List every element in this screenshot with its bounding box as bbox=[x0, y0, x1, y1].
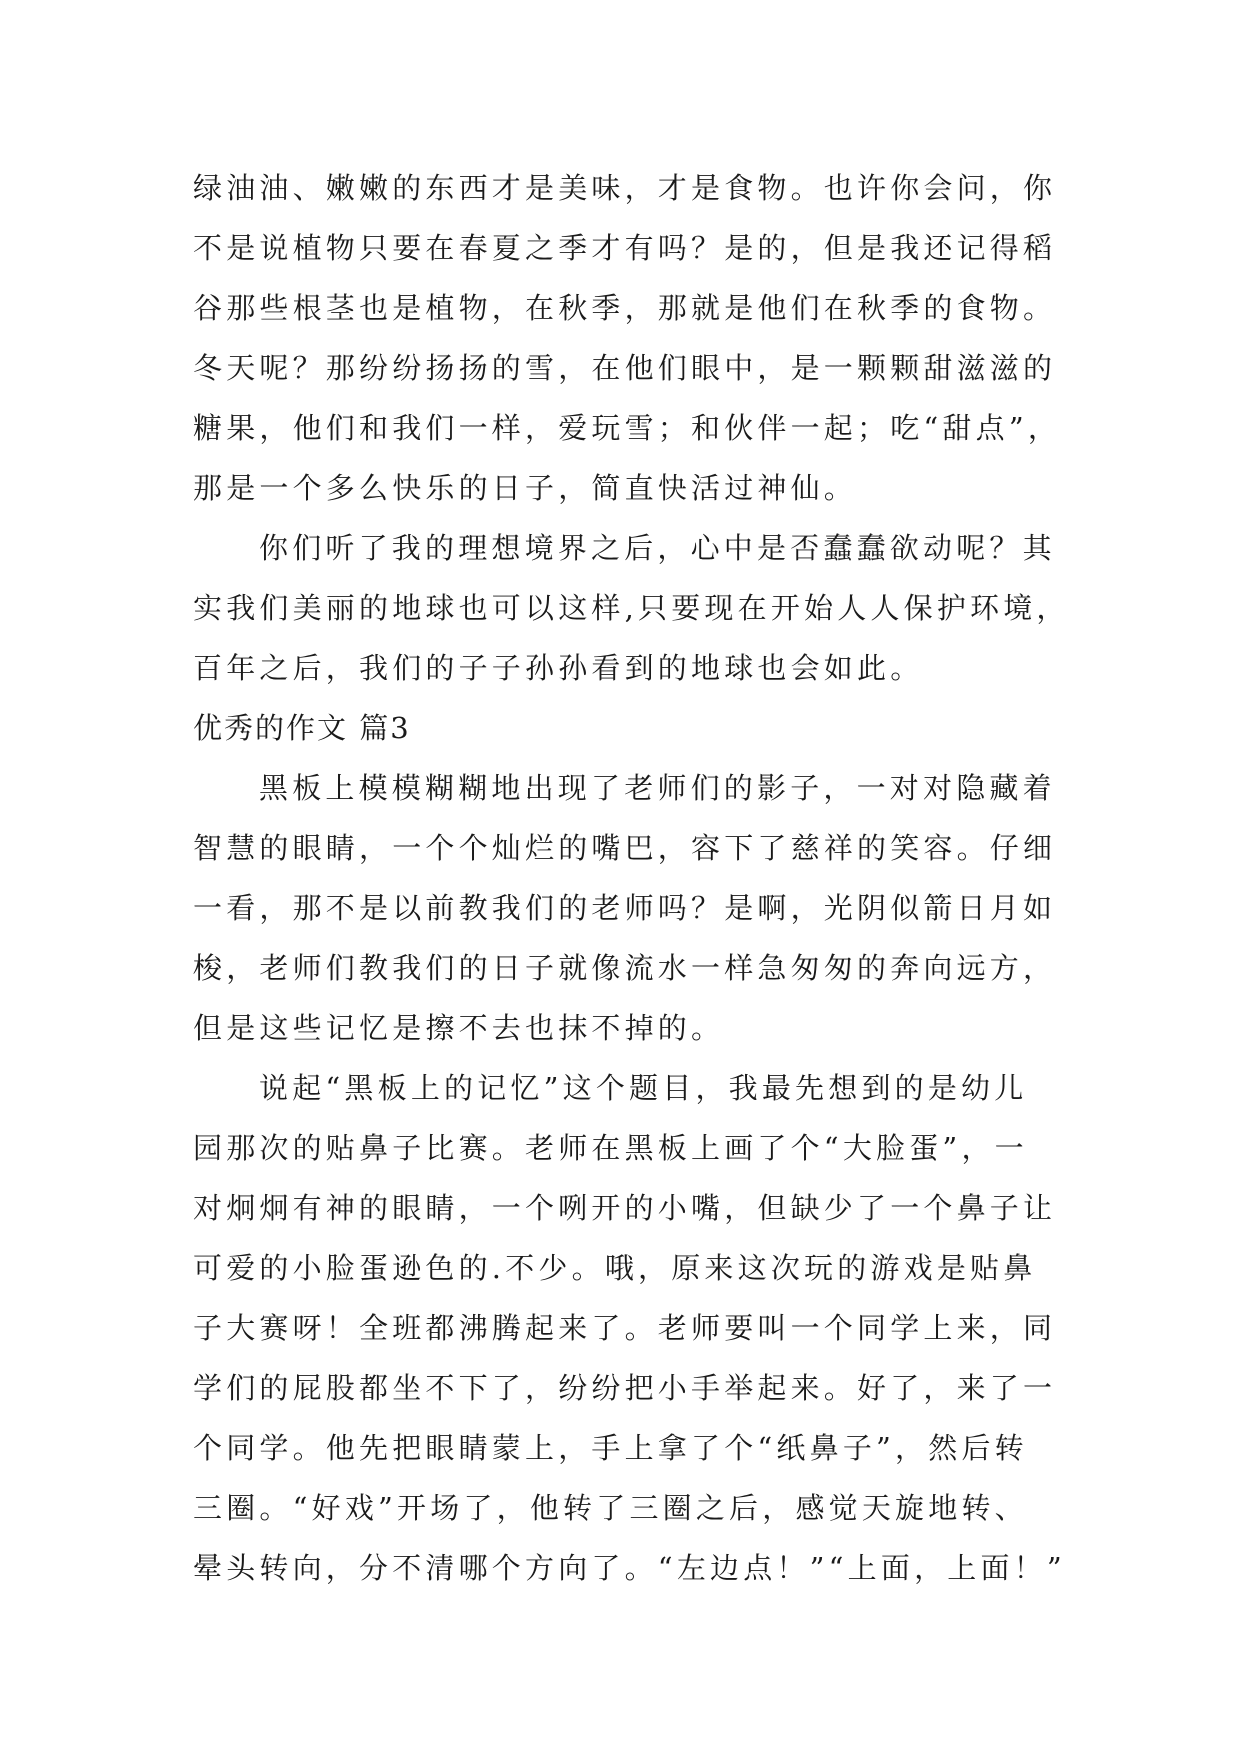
text-line: 绿油油、嫩嫩的东西才是美味，才是食物。也许你会问，你 bbox=[193, 171, 1057, 205]
section-heading: 优秀的作文 篇3 bbox=[193, 711, 411, 745]
text-line: 糖果，他们和我们一样，爱玩雪；和伙伴一起；吃“甜点”， bbox=[193, 411, 1062, 445]
text-line: 梭，老师们教我们的日子就像流水一样急匆匆的奔向远方， bbox=[193, 951, 1057, 985]
essay-text bbox=[193, 158, 1073, 1598]
text-line: 冬天呢？那纷纷扬扬的雪，在他们眼中，是一颗颗甜滋滋的 bbox=[193, 351, 1057, 385]
text-line: 对炯炯有神的眼睛，一个咧开的小嘴，但缺少了一个鼻子让 bbox=[193, 1191, 1057, 1225]
paragraph-start-line: 说起“黑板上的记忆”这个题目，我最先想到的是幼儿 bbox=[259, 1071, 1028, 1105]
text-line: 学们的屁股都坐不下了，纷纷把小手举起来。好了，来了一 bbox=[193, 1371, 1057, 1405]
text-line: 智慧的眼睛，一个个灿烂的嘴巴，容下了慈祥的笑容。仔细 bbox=[193, 831, 1057, 865]
text-line: 子大赛呀！全班都沸腾起来了。老师要叫一个同学上来，同 bbox=[193, 1311, 1057, 1345]
text-line: 园那次的贴鼻子比赛。老师在黑板上画了个“大脸蛋”，一 bbox=[193, 1131, 1028, 1165]
text-line: 实我们美丽的地球也可以这样,只要现在开始人人保护环境， bbox=[193, 591, 1070, 625]
text-line: 但是这些记忆是擦不去也抹不掉的。 bbox=[193, 1011, 725, 1045]
text-line: 谷那些根茎也是植物，在秋季，那就是他们在秋季的食物。 bbox=[193, 291, 1057, 325]
text-line: 一看，那不是以前教我们的老师吗？是啊，光阴似箭日月如 bbox=[193, 891, 1057, 925]
text-line: 那是一个多么快乐的日子，简直快活过神仙。 bbox=[193, 471, 858, 505]
text-line: 晕头转向，分不清哪个方向了。“左边点！”“上面，上面！” bbox=[193, 1551, 1066, 1585]
text-line: 三圈。“好戏”开场了，他转了三圈之后，感觉天旋地转、 bbox=[193, 1491, 1028, 1525]
paragraph-start-line: 你们听了我的理想境界之后，心中是否蠢蠢欲动呢？其 bbox=[259, 531, 1056, 565]
text-line: 个同学。他先把眼睛蒙上，手上拿了个“纸鼻子”，然后转 bbox=[193, 1431, 1028, 1465]
paragraph-start-line: 黑板上模模糊糊地出现了老师们的影子，一对对隐藏着 bbox=[259, 771, 1056, 805]
text-line: 不是说植物只要在春夏之季才有吗？是的，但是我还记得稻 bbox=[193, 231, 1057, 265]
text-line: 百年之后，我们的子子孙孙看到的地球也会如此。 bbox=[193, 651, 924, 685]
text-line: 可爱的小脸蛋逊色的.不少。哦，原来这次玩的游戏是贴鼻 bbox=[193, 1251, 1037, 1285]
